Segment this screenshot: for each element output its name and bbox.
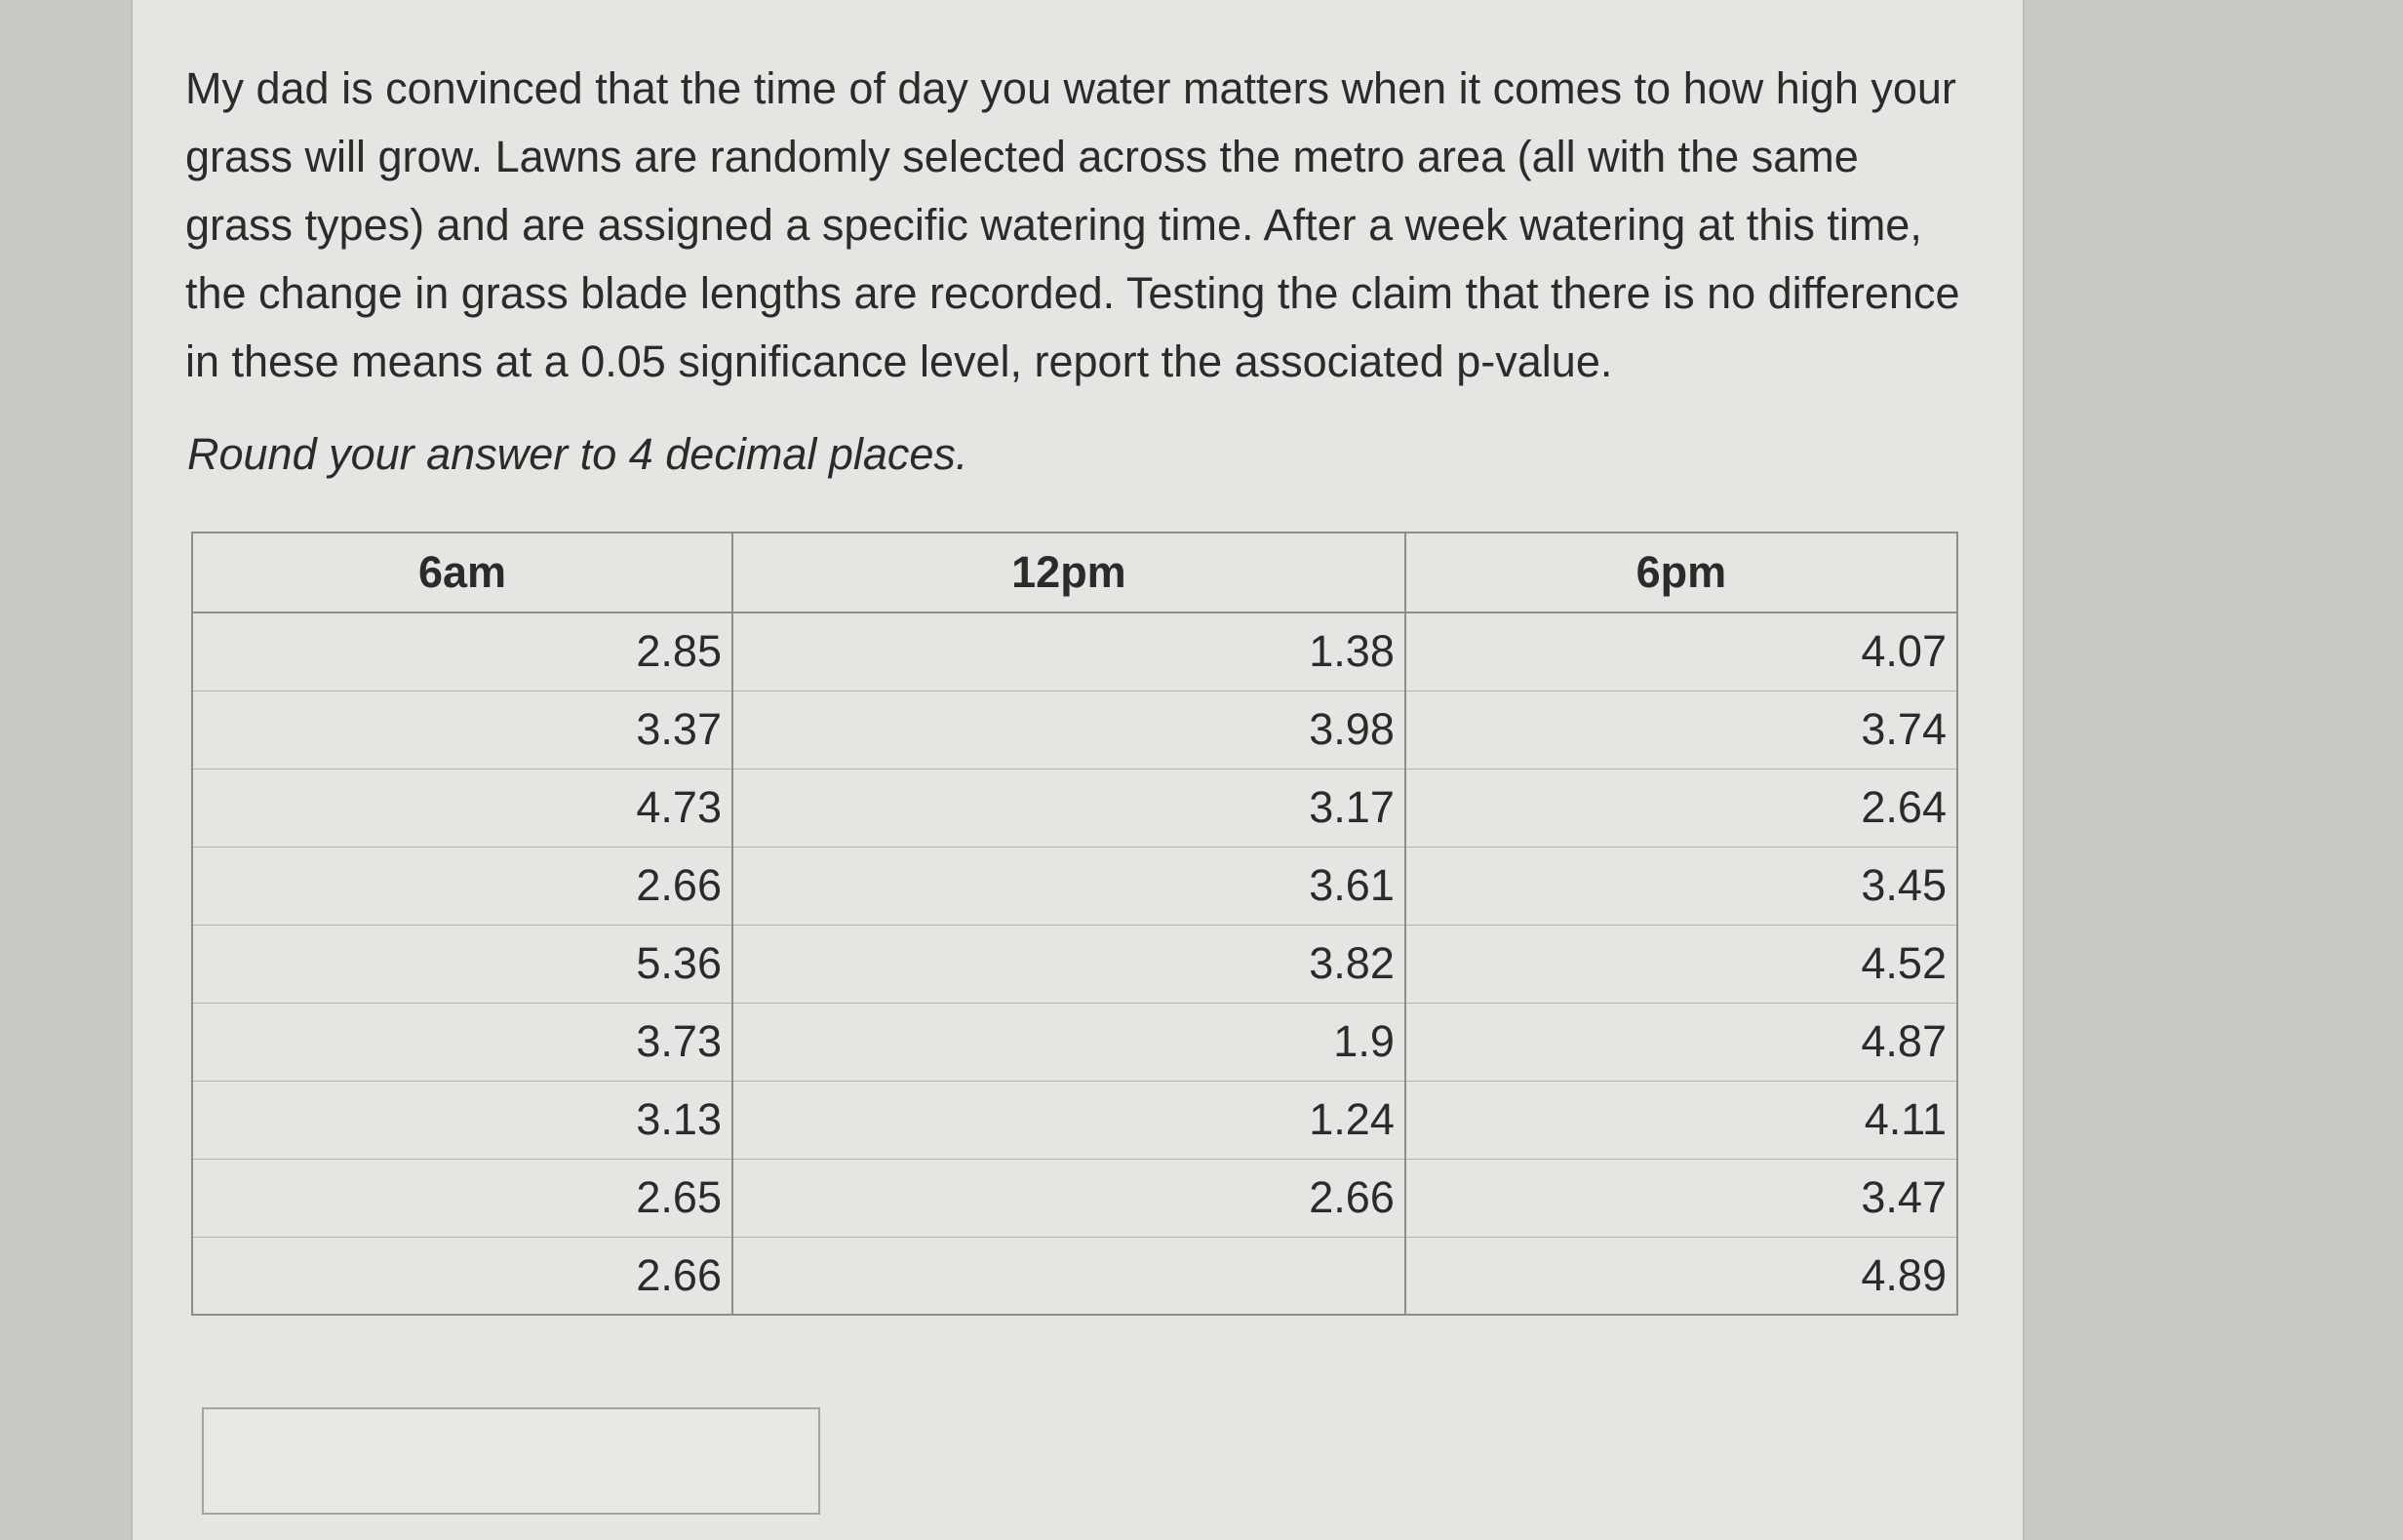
table-cell: 5.36 [192, 925, 732, 1003]
table-cell: 4.87 [1405, 1003, 1957, 1081]
table-cell: 3.74 [1405, 691, 1957, 769]
table-cell: 3.82 [732, 925, 1405, 1003]
table-cell: 3.98 [732, 691, 1405, 769]
table-cell: 1.24 [732, 1081, 1405, 1159]
table-cell: 4.89 [1405, 1237, 1957, 1315]
table-cell: 2.64 [1405, 769, 1957, 847]
table-cell: 2.66 [192, 1237, 732, 1315]
table-header-row [192, 533, 1957, 612]
rounding-instruction: Round your answer to 4 decimal places. [187, 429, 968, 479]
table-row [192, 1081, 1957, 1159]
table-row [192, 769, 1957, 847]
table-cell: 1.9 [732, 1003, 1405, 1081]
table-row [192, 1003, 1957, 1081]
table-row [192, 1159, 1957, 1237]
table-cell: 4.73 [192, 769, 732, 847]
table-cell: 3.61 [732, 847, 1405, 925]
table-cell: 2.66 [192, 847, 732, 925]
table-cell: 4.07 [1405, 612, 1957, 691]
table-cell: 2.66 [732, 1159, 1405, 1237]
table-cell: 3.13 [192, 1081, 732, 1159]
answer-input[interactable] [202, 1407, 820, 1515]
table-cell: 3.73 [192, 1003, 732, 1081]
table-row [192, 691, 1957, 769]
table-cell: 4.11 [1405, 1081, 1957, 1159]
table-cell: 2.65 [192, 1159, 732, 1237]
table-cell [732, 1237, 1405, 1315]
table-cell: 3.17 [732, 769, 1405, 847]
table-row [192, 612, 1957, 691]
column-header-12pm: 12pm [732, 533, 1405, 612]
table-cell: 3.47 [1405, 1159, 1957, 1237]
question-text: My dad is convinced that the time of day you water matters when it comes to how high your grass will grow. Lawns are randomly selected across the metro area (all with the same grass types) and are assigned a specific watering time. After a week watering at this time, the change in grass blade lengths are recorded. Testing the claim that there is no difference in these means at a 0.05 significance level, report the associated p-value. [185, 63, 1960, 386]
data-table [191, 532, 1958, 1316]
table-row [192, 1237, 1957, 1315]
table-cell: 1.38 [732, 612, 1405, 691]
table-cell: 3.37 [192, 691, 732, 769]
table-row [192, 925, 1957, 1003]
column-header-6pm: 6pm [1405, 533, 1957, 612]
table-cell: 3.45 [1405, 847, 1957, 925]
column-header-6am: 6am [192, 533, 732, 612]
table-cell: 2.85 [192, 612, 732, 691]
table-cell: 4.52 [1405, 925, 1957, 1003]
table-row [192, 847, 1957, 925]
